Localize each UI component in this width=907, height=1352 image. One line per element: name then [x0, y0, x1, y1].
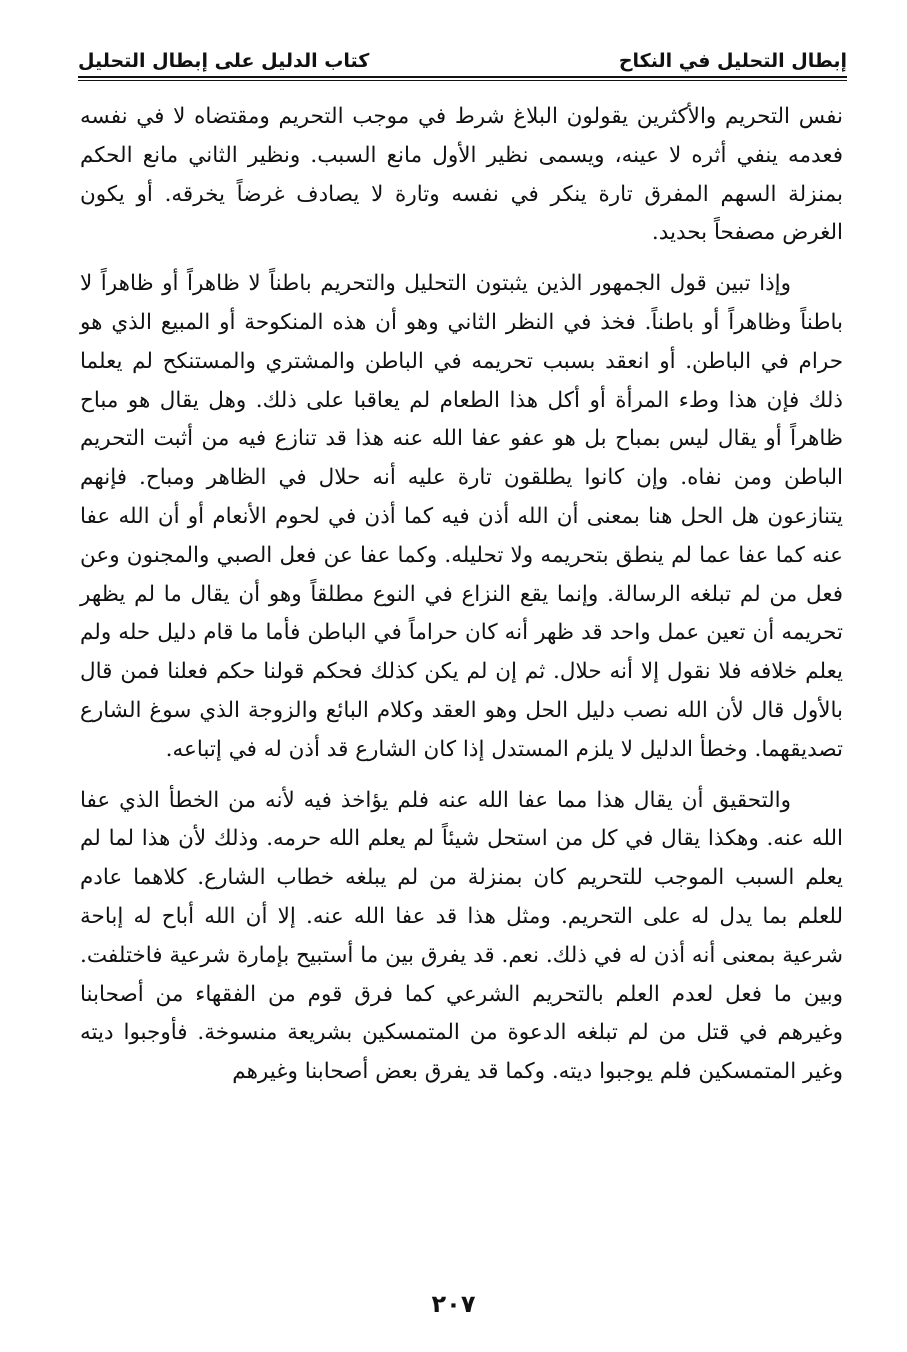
paragraph: والتحقيق أن يقال هذا مما عفا الله عنه فلم يؤاخذ فيه لأنه من الخطأ الذي عفا الله عنه. وهكذا يقال في كل من استحل شيئاً لم يعلم الله حرمه. وذلك لأن هذا لما لم يعلم السبب الموجب للتحريم كان بمنزلة من لم يبلغه خطاب الشارع. كلاهما عادم للعلم بما يدل له على التحريم. ومثل هذا قد عفا الله عنه. إلا أن الله أباح له إباحة شرعية بمعنى أنه أذن له في ذلك. نعم. قد يفرق بين ما أستبيح بإمارة شرعية فاختلفت. وبين ما فعل لعدم العلم بالتحريم الشرعي كما فرق قوم من الفقهاء من أصحابنا وغيرهم في قتل من لم تبلغه الدعوة من المتمسكين بشريعة منسوخة. فأوجبوا ديته وغير المتمسكين فلم يوجبوا ديته. وكما قد يفرق بعض أصحابنا وغيرهم: [80, 787, 843, 1085]
paragraph: نفس التحريم والأكثرين يقولون البلاغ شرط في موجب التحريم ومقتضاه لا في نفسه فعدمه ينفي أثره لا عينه، ويسمى نظير الأول مانع السبب. ونظير الثاني مانع الحكم بمنزلة السهم المفرق تارة ينكر في نفسه وتارة لا يصادف غرضاً يخرقه. أو يكون الغرض مصفحاً بحديد.: [80, 104, 843, 246]
chapter-title: إبطال التحليل في النكاح: [618, 50, 847, 72]
running-header: [78, 28, 847, 72]
header-rule: [78, 76, 847, 78]
page-number: ٢٠٧: [431, 1290, 476, 1318]
header-rule-thin: [78, 80, 847, 81]
book-title: كتاب الدليل على إبطال التحليل: [78, 50, 370, 72]
paragraph: وإذا تبين قول الجمهور الذين يثبتون التحليل والتحريم باطناً لا ظاهراً أو ظاهراً لا باطناً وظاهراً أو باطناً. فخذ في النظر الثاني وهو أن هذه المنكوحة أو المبيع الذي هو حرام في الباطن. أو انعقد بسبب تحريمه في الباطن والمشتري والمستنكح لم يعلما ذلك فإن هذا وطء المرأة أو أكل هذا الطعام لم يعاقبا على ذلك. وهل يقال هو مباح ظاهراً أو يقال ليس بمباح بل هو عفو عفا الله عنه هذا قد تنازع فيه من أثبت التحريم الباطن ومن نفاه. وإن كانوا يطلقون تارة عليه أنه حلال في الظاهر ومباح. فإنهم يتنازعون هل الحل هنا بمعنى أن الله أذن فيه كما أذن في لحوم الأنعام أو أن الله عفا عنه كما عفا عما لم ينطق بتحريمه ولا تحليله. وكما عفا عن فعل الصبي والمجنون وعن فعل من لم تبلغه الرسالة. وإنما يقع النزاع في النوع مطلقاً وهو أن يقال ما لم يظهر تحريمه أن تعين عمل واحد قد ظهر أنه كان حراماً في الباطن فأما ما قام دليل حله ولم يعلم خلافه فلا نقول إلا أنه حلال. ثم إن لم يكن كذلك فحكم قولنا حكم فعلنا فمن قال بالأول قال لأن الله نصب دليل الحل وهو العقد وكلام البائع والزوجة الذي سوغ الشارع تصديقهما. وخطأ الدليل لا يلزم المستدل إذا كان الشارع قد أذن له في إتباعه.: [80, 271, 843, 762]
body-text: [80, 98, 843, 1092]
